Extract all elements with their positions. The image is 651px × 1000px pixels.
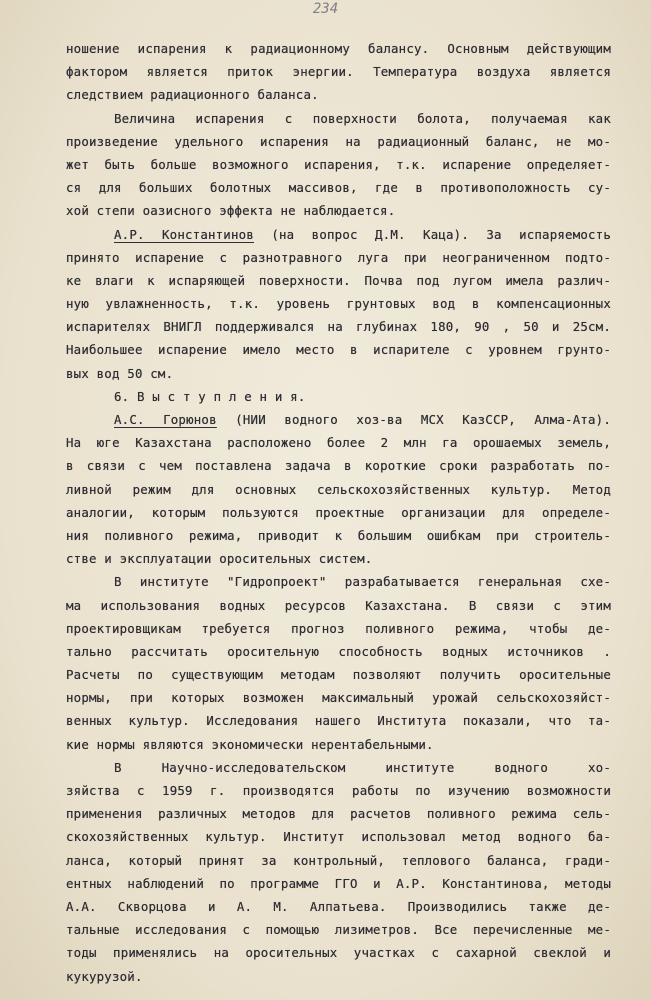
text-line bbox=[66, 709, 611, 732]
text-line bbox=[66, 756, 611, 779]
text-segment: в связи с чем поставлена задача в короткие сроки разработать по- bbox=[66, 458, 611, 474]
text-segment: произведение удельного испарения на радиационный баланс, не мо- bbox=[66, 133, 611, 149]
text-line bbox=[66, 130, 611, 153]
text-line bbox=[66, 454, 611, 477]
text-line bbox=[66, 686, 611, 709]
text-line bbox=[66, 663, 611, 686]
text-line bbox=[66, 408, 611, 431]
text-segment: Наибольшее испарение имело место в испарителе с уровнем грунто- bbox=[66, 342, 611, 358]
text-line bbox=[66, 895, 611, 918]
text-line bbox=[66, 292, 611, 315]
text-segment: ношение испарения к радиационному балансу. Основным действующим bbox=[66, 41, 611, 56]
text-line bbox=[66, 524, 611, 547]
text-segment: Величина испарения с поверхности болота, получаемая как bbox=[114, 110, 611, 126]
text-line bbox=[66, 594, 611, 617]
text-line bbox=[66, 965, 611, 988]
text-segment: ся для больших болотных массивов, где в противоположность су- bbox=[66, 180, 611, 196]
text-segment: жет быть больше возможного испарения, т.к. испарение определяет- bbox=[66, 156, 611, 172]
text-segment: В Научно-исследовательском институте водного хо- bbox=[114, 759, 611, 775]
text-line bbox=[66, 385, 611, 408]
text-line bbox=[66, 246, 611, 269]
text-segment: хой степи оазисного эффекта не наблюдается. bbox=[66, 203, 396, 219]
text-segment: стве и эксплуатации оросительных систем. bbox=[66, 551, 373, 567]
text-segment: (на вопрос Д.М. Каца). За испаряемость bbox=[253, 226, 611, 242]
text-segment: А.А. Скворцова и А. М. Алпатьева. Производились также де- bbox=[66, 898, 611, 914]
text-line bbox=[66, 60, 611, 83]
text-segment: венных культур. Исследования нашего Института показали, что та- bbox=[66, 713, 611, 729]
text-line bbox=[66, 872, 611, 895]
text-line bbox=[66, 107, 611, 130]
text-segment: В институте "Гидропроект" разрабатывается генеральная схе- bbox=[114, 574, 611, 590]
text-segment: Расчеты по существующим методам позволяют получить оросительные bbox=[66, 667, 611, 683]
text-segment: следствием радиационного баланса. bbox=[66, 87, 319, 103]
text-line bbox=[66, 570, 611, 593]
text-segment: тальные исследования с помощью лизиметров. Все перечисленные ме- bbox=[66, 922, 611, 938]
text-line bbox=[66, 83, 611, 106]
text-segment: ливной режим для основных сельскохозяйственных культур. Метод bbox=[66, 481, 611, 497]
text-segment: аналогии, которым пользуются проектные организации для определе- bbox=[66, 504, 611, 520]
text-segment: фактором является приток энергии. Температура воздуха является bbox=[66, 64, 611, 80]
text-segment: ния поливного режима, приводит к большим ошибкам при строитель- bbox=[66, 527, 611, 543]
text-segment: На юге Казахстана расположено более 2 млн га орошаемых земель, bbox=[66, 435, 611, 451]
speaker-name: А.Р. Константинов bbox=[114, 226, 254, 242]
text-line bbox=[66, 640, 611, 663]
text-segment: принято испарение с разнотравного луга при неограниченном подто- bbox=[66, 249, 611, 265]
text-line bbox=[66, 431, 611, 454]
text-segment: тоды применялись на оросительных участках с сахарной свеклой и bbox=[66, 945, 611, 961]
text-line bbox=[66, 338, 611, 361]
text-line bbox=[66, 362, 611, 385]
text-line bbox=[66, 779, 611, 802]
text-segment: проектировщикам требуется прогноз поливного режима, чтобы де- bbox=[66, 620, 611, 636]
text-segment: ланса, который принят за контрольный, теплового баланса, гради- bbox=[66, 852, 611, 868]
text-segment: ке влаги к испаряющей поверхности. Почва под лугом имела различ- bbox=[66, 272, 611, 288]
text-line bbox=[66, 547, 611, 570]
text-line bbox=[66, 315, 611, 338]
text-line bbox=[66, 223, 611, 246]
text-line bbox=[66, 37, 611, 60]
text-line bbox=[66, 617, 611, 640]
text-line bbox=[66, 849, 611, 872]
text-line bbox=[66, 802, 611, 825]
speaker-name: А.С. Горюнов bbox=[114, 412, 217, 427]
text-segment: (НИИ водного хоз-ва МСХ КазССР, Алма-Ата). bbox=[216, 412, 611, 427]
text-segment: тально рассчитать оросительную способность водных источников . bbox=[66, 643, 611, 659]
text-segment: ентных наблюдений по программе ГГО и А.Р. Константинова, методы bbox=[66, 875, 611, 891]
text-segment: ную увлажненность, т.к. уровень грунтовых вод в компенсационных bbox=[66, 296, 611, 312]
text-line bbox=[66, 501, 611, 524]
text-line bbox=[66, 825, 611, 848]
page-number: 234 bbox=[312, 1, 339, 17]
text-line bbox=[66, 199, 611, 222]
text-segment: скохозяйственных культур. Институт использовал метод водного ба- bbox=[66, 829, 611, 845]
text-line bbox=[66, 478, 611, 501]
text-segment: зяйства с 1959 г. производятся работы по изучению возможности bbox=[66, 783, 611, 798]
text-line bbox=[66, 153, 611, 176]
text-segment: применения различных методов для расчетов поливного режима сель- bbox=[66, 806, 611, 822]
text-line bbox=[66, 269, 611, 292]
document-body bbox=[66, 37, 611, 988]
text-segment: 6. В ы с т у п л е н и я. bbox=[114, 388, 306, 404]
text-segment: испарителях ВНИГЛ поддерживался на глубинах 180, 90 , 50 и 25см. bbox=[66, 319, 611, 335]
text-segment: кукурузой. bbox=[66, 968, 143, 984]
text-segment: кие нормы являются экономически нерентабельными. bbox=[66, 736, 434, 752]
text-segment: нормы, при которых возможен максимальный урожай сельскохозяйст- bbox=[66, 690, 611, 706]
text-line bbox=[66, 918, 611, 941]
text-segment: вых вод 50 см. bbox=[66, 365, 174, 381]
text-line bbox=[66, 733, 611, 756]
text-line bbox=[66, 941, 611, 964]
text-line bbox=[66, 176, 611, 199]
text-segment: ма использования водных ресурсов Казахстана. В связи с этим bbox=[66, 597, 611, 613]
